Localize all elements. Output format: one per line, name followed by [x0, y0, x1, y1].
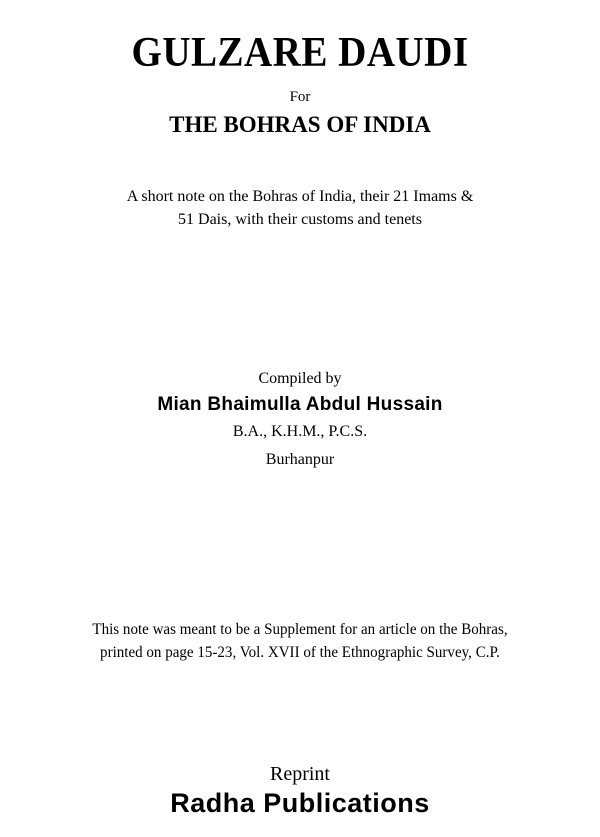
for-label: For	[289, 89, 311, 105]
compiled-by-label: Compiled by	[258, 370, 342, 387]
supplement-note-line-1: This note was meant to be a Supplement for an article on the Bohras,	[92, 621, 508, 638]
author-name: Mian Bhaimulla Abdul Hussain	[157, 394, 443, 415]
description-line-1: A short note on the Bohras of India, their 21 Imams &	[126, 188, 474, 205]
author-credentials: B.A., K.H.M., P.C.S.	[232, 423, 368, 440]
book-title: GULZARE DAUDI	[131, 30, 469, 76]
book-subtitle: THE BOHRAS OF INDIA	[169, 112, 431, 137]
supplement-note-line-2: printed on page 15-23, Vol. XVII of the Ethnographic Survey, C.P.	[100, 644, 500, 661]
publisher-name: Radha Publications	[170, 788, 430, 818]
author-place: Burhanpur	[265, 451, 335, 468]
description-line-2: 51 Dais, with their customs and tenets	[178, 211, 422, 228]
reprint-label: Reprint	[270, 763, 330, 785]
